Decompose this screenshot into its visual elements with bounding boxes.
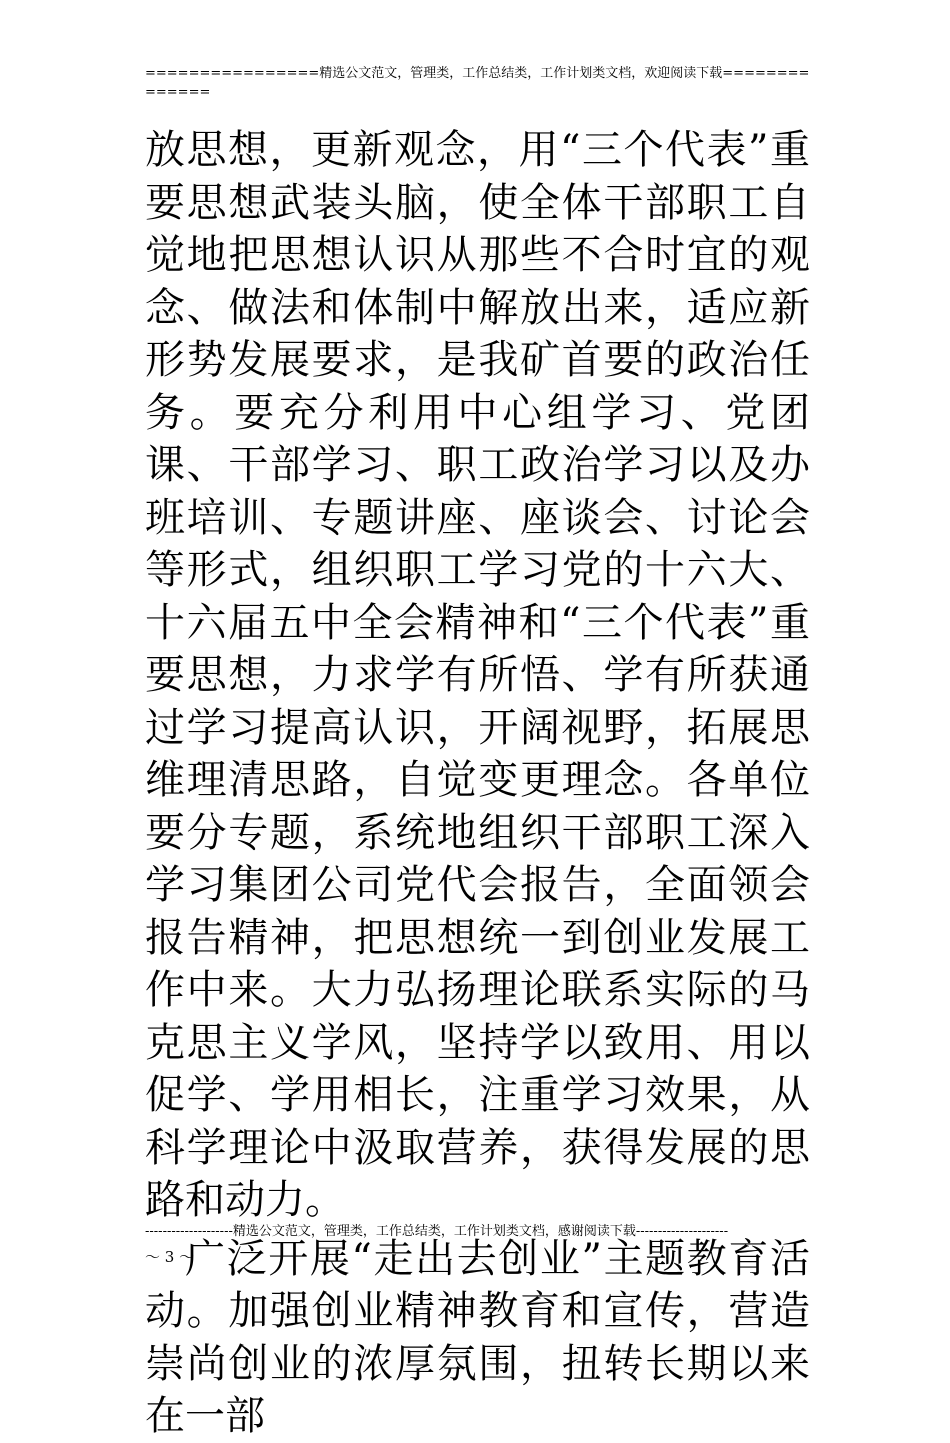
body-paragraph-1: 放思想，更新观念，用“三个代表”重要思想武装头脑，使全体干部职工自觉地把思想认识从那些不合时宜的观念、做法和体制中解放出来，适应新形势发展要求，是我矿首要的政治任务。要充分利用中心组学习、党团课、干部学习、职工政治学习以及办班培训、专题讲座、座谈会、讨论会等形式，组织职工学习党的十六大、十六届五中全会精神和“三个代表”重要思想，力求学有所悟、学有所获通过学习提高认识，开阔视野，拓展思维理清思路，自觉变更理念。各单位要分专题，系统地组织干部职工深入学习集团公司党代会报告，全面领会报告精神，把思想统一到创业发展工作中来。大力弘扬理论联系实际的马克思主义学风，坚持学以致用、用以促学、学用相长，注重学习效果，从科学理论中汲取营养，获得发展的思路和动力。 bbox=[145, 127, 810, 1223]
document-body bbox=[145, 124, 810, 1443]
page-number: ～ 3 ～ bbox=[145, 1248, 195, 1266]
page-footer: --------------------精选公文范文，管理类，工作总结类，工作计划类文档，感谢阅读下载--------------------- bbox=[145, 1224, 729, 1239]
page-header: ================精选公文范文，管理类，工作总结类，工作计划类文档，欢迎阅读下载============== bbox=[145, 66, 810, 100]
body-paragraph-2: 广泛开展“走出去创业”主题教育活动。加强创业精神教育和宣传，营造崇尚创业的浓厚氛围，扭转长期以来在一部 bbox=[145, 1235, 810, 1439]
